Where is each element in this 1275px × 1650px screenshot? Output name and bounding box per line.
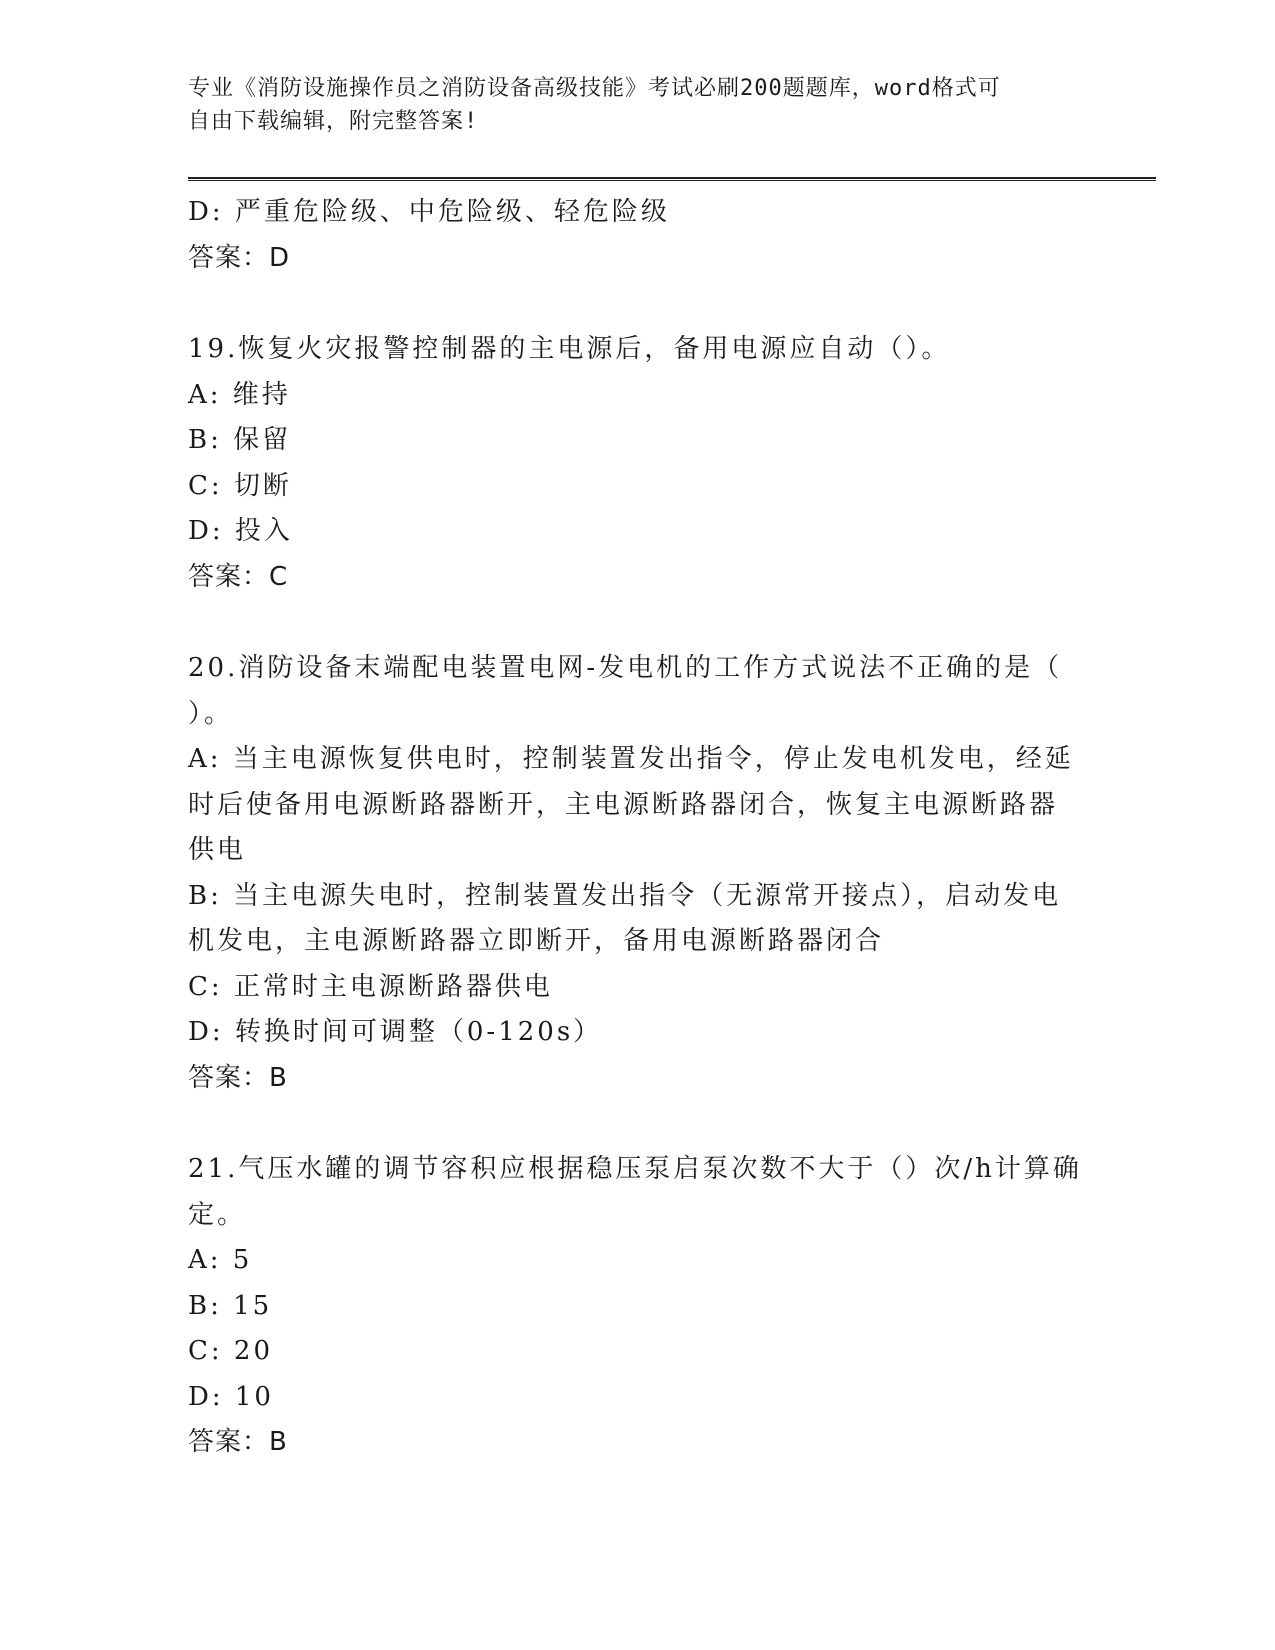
- question-content: [188, 190, 1088, 1466]
- option-a: A: 维持: [188, 379, 291, 410]
- option-d: D: 转换时间可调整（0-120s）: [188, 1017, 603, 1047]
- option-b: B: 当主电源失电时，控制装置发出指令（无源常开接点），启动发电: [188, 880, 1062, 911]
- question-19: [188, 327, 1088, 600]
- answer-line: 答案：B: [188, 1062, 288, 1093]
- option-b-continued: 机发电，主电源断路器立即断开，备用电源断路器闭合: [188, 926, 885, 956]
- question-20: [188, 646, 1088, 1101]
- spacer: [188, 281, 1088, 327]
- option-d: D: 严重危险级、中危险级、轻危险级: [188, 197, 670, 227]
- document-header: [188, 72, 1088, 138]
- option-c: C: 正常时主电源断路器供电: [188, 971, 553, 1002]
- question-21: [188, 1147, 1088, 1466]
- answer-line: 答案：D: [188, 242, 291, 273]
- option-b: B: 15: [188, 1290, 273, 1321]
- question-stem-continued: ）。: [188, 698, 234, 729]
- question-stem: 20.消防设备末端配电装置电网-发电机的工作方式说法不正确的是（: [188, 653, 1063, 683]
- spacer: [188, 1101, 1088, 1147]
- option-c: C: 20: [188, 1336, 274, 1366]
- question-stem: 21.气压水罐的调节容积应根据稳压泵启泵次数不大于（）次/h计算确: [188, 1154, 1082, 1184]
- option-a-continued: 时后使备用电源断路器断开，主电源断路器闭合，恢复主电源断路器: [188, 789, 1059, 820]
- option-d: D: 10: [188, 1381, 274, 1412]
- option-a: A: 当主电源恢复供电时，控制装置发出指令，停止发电机发电，经延: [188, 744, 1074, 774]
- option-a-continued: 供电: [188, 835, 247, 865]
- option-b: B: 保留: [188, 425, 292, 455]
- option-d: D: 投入: [188, 516, 293, 546]
- header-divider: [188, 177, 1156, 181]
- answer-line: 答案：B: [188, 1427, 288, 1457]
- spacer: [188, 600, 1088, 646]
- option-c: C: 切断: [188, 470, 292, 501]
- answer-line: 答案：C: [188, 561, 289, 592]
- header-line-1: 专业《消防设施操作员之消防设备高级技能》考试必刷200题题库，word格式可: [188, 76, 1001, 101]
- option-a: A: 5: [188, 1245, 253, 1275]
- question-stem-continued: 定。: [188, 1199, 247, 1230]
- header-line-2: 自由下载编辑，附完整答案!: [188, 109, 479, 134]
- question-stem: 19.恢复火灾报警控制器的主电源后，备用电源应自动（）。: [188, 334, 951, 364]
